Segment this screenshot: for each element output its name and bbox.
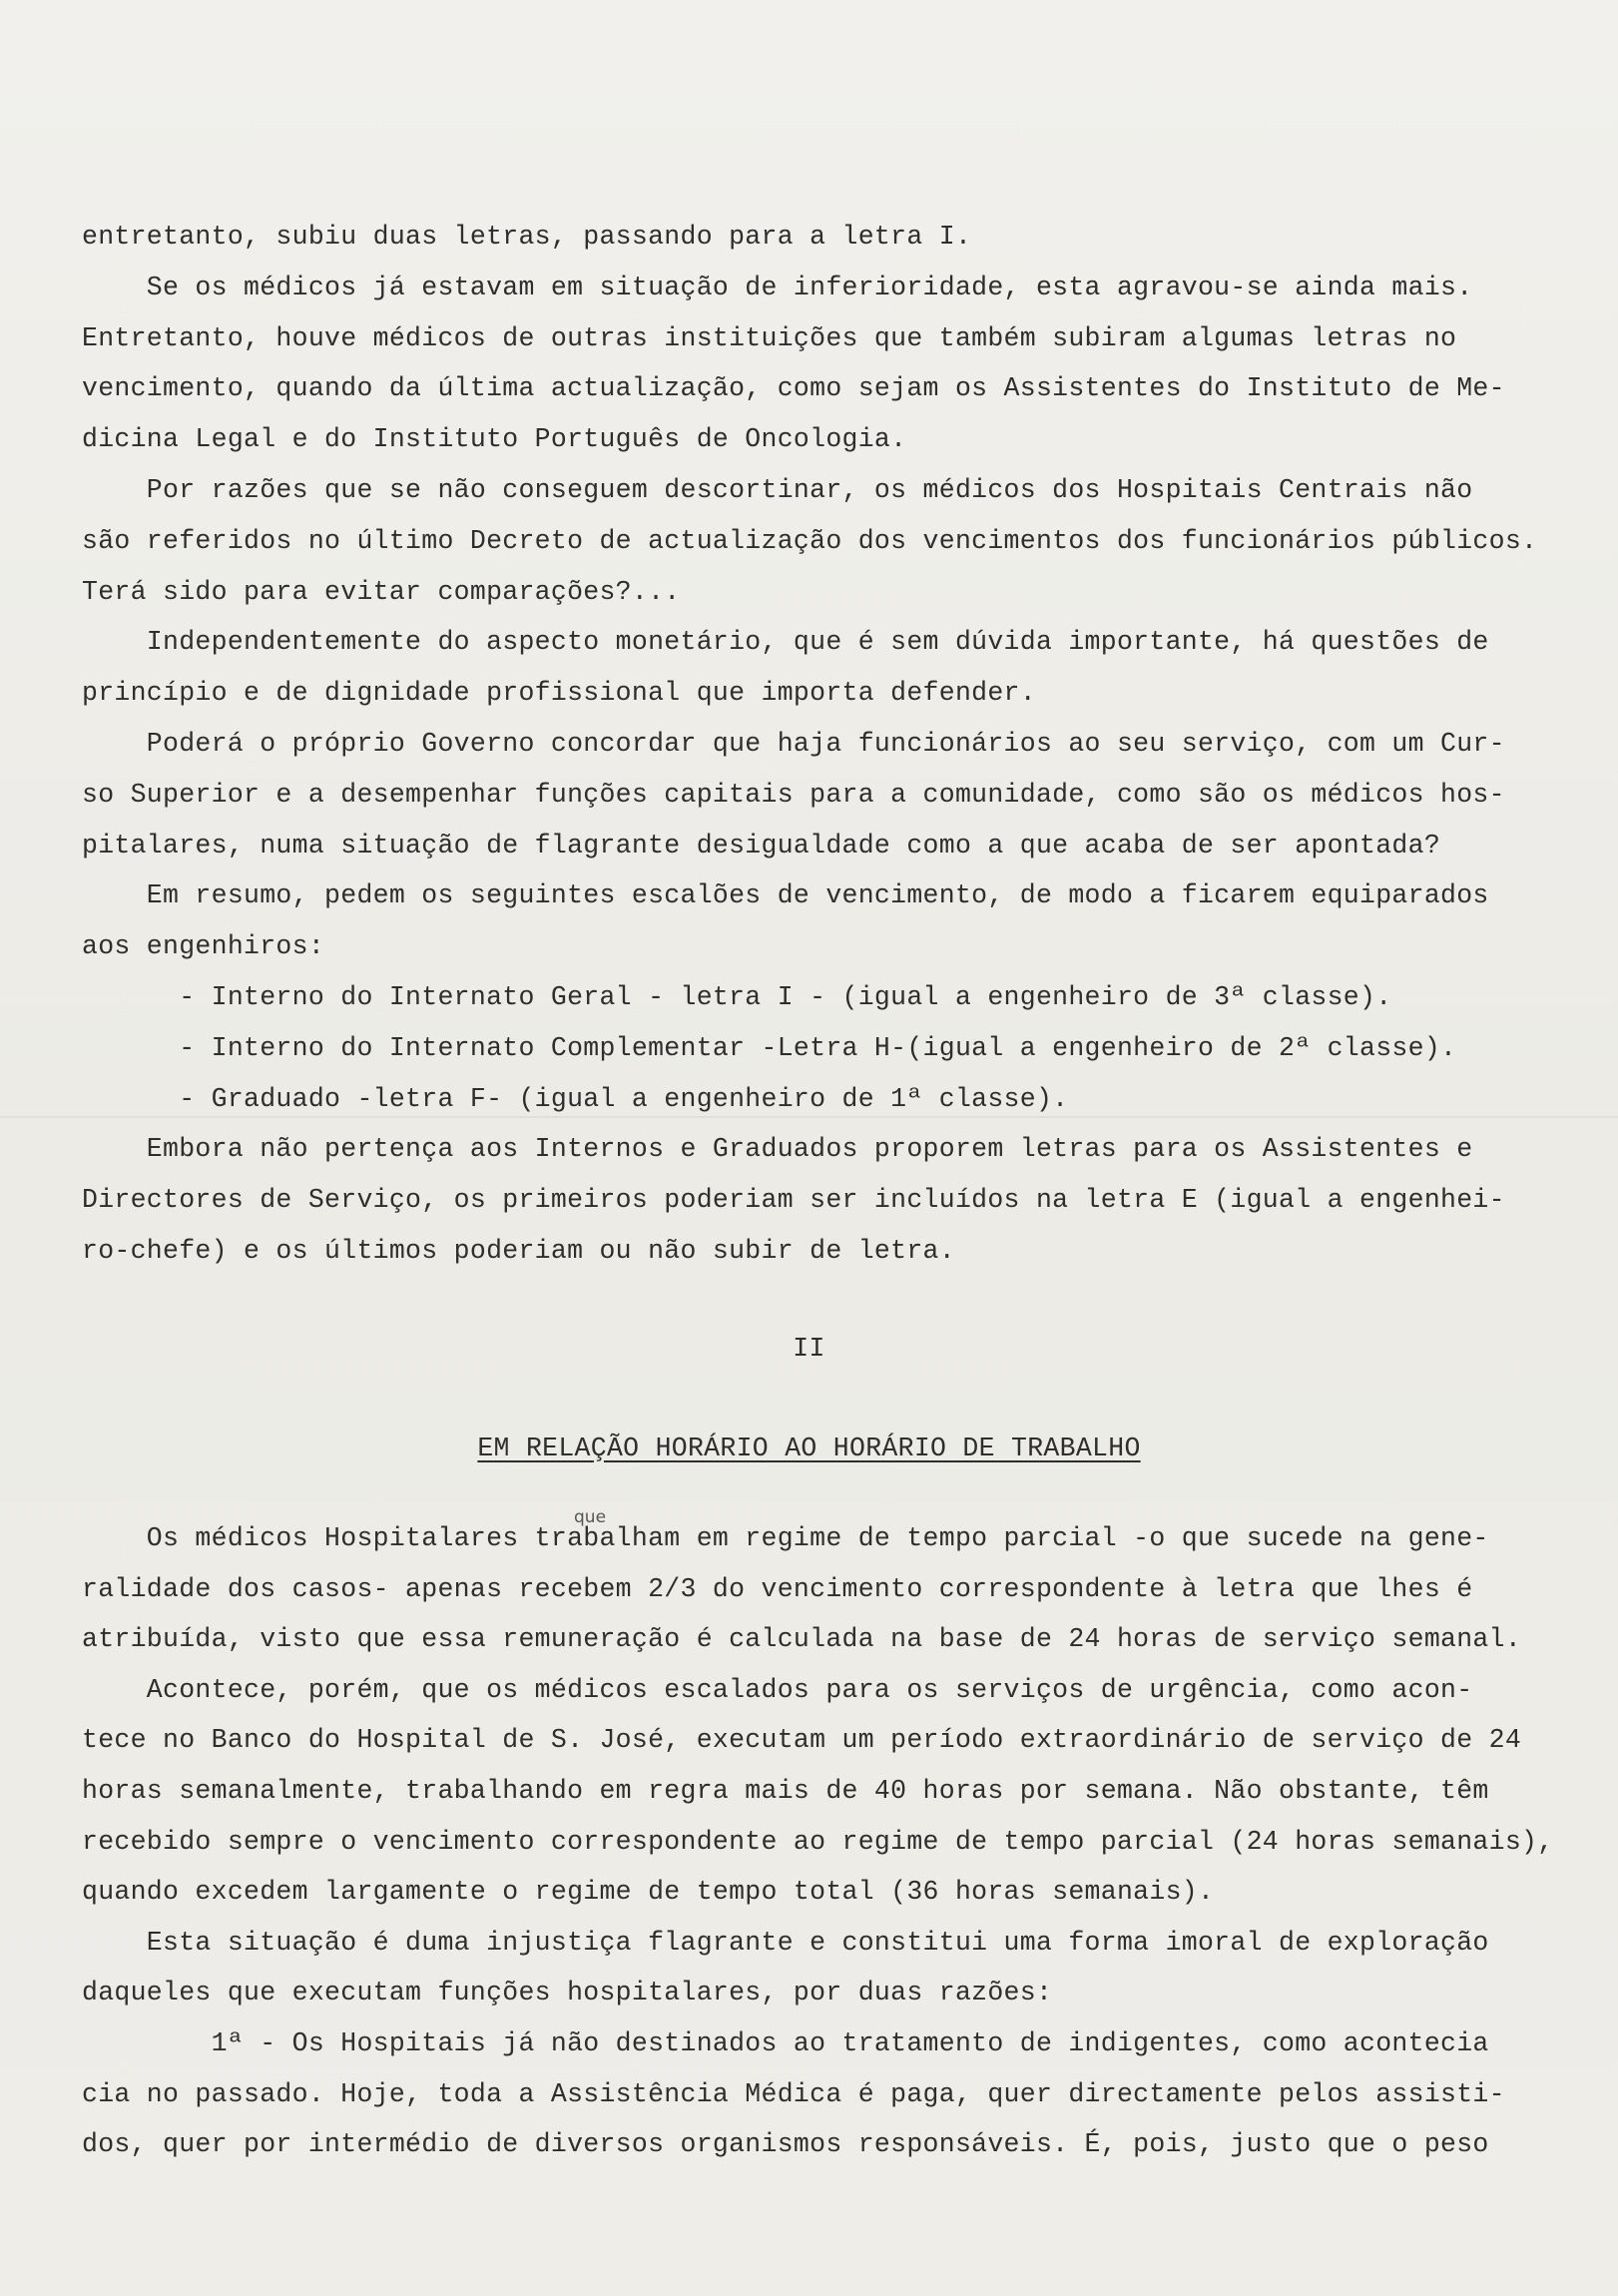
text-line: pitalares, numa situação de flagrante desigualdade como a que acaba de ser apontada? [82, 830, 1441, 861]
text-line: Esta situação é duma injustiça flagrante e constitui uma forma imoral de exploração [82, 1927, 1489, 1958]
text-line: tece no Banco do Hospital de S. José, executam um período extraordinário de serviço de 24 [82, 1725, 1522, 1756]
text-line: dos, quer por intermédio de diversos organismos responsáveis. É, pois, justo que o peso [82, 2129, 1489, 2160]
text-line: - Interno do Internato Complementar -Letra H-(igual a engenheiro de 2ª classe). [82, 1032, 1457, 1063]
text-line: daqueles que executam funções hospitalares, por duas razões: [82, 1978, 1053, 2009]
text-line: Poderá o próprio Governo concordar que haja funcionários ao seu serviço, com um Cur- [82, 729, 1505, 759]
text-line: Acontece, porém, que os médicos escalados para os serviços de urgência, como acon- [82, 1674, 1473, 1705]
text-line: Entretanto, houve médicos de outras instituições que também subiram algumas letras no [82, 322, 1457, 353]
page-fold-crease [0, 1116, 1618, 1118]
text-line: Embora não pertença aos Internos e Graduados proporem letras para os Assistentes e [82, 1134, 1473, 1165]
text-line: horas semanalmente, trabalhando em regra mais de 40 horas por semana. Não obstante, têm [82, 1776, 1489, 1806]
text-line: Por razões que se não conseguem descortinar, os médicos dos Hospitais Centrais não [82, 475, 1473, 505]
text-line: ro-chefe) e os últimos poderiam ou não subir de letra. [82, 1236, 955, 1266]
text-line: - Graduado -letra F- (igual a engenheiro de 1ª classe). [82, 1083, 1069, 1114]
text-line: 1ª - Os Hospitais já não destinados ao tratamento de indigentes, como acontecia [82, 2028, 1489, 2058]
text-line: cia no passado. Hoje, toda a Assistência Médica é paga, quer directamente pelos assisti- [82, 2078, 1505, 2109]
text-line: recebido sempre o vencimento correspondente ao regime de tempo parcial (24 horas semanais), [82, 1826, 1554, 1857]
text-line: so Superior e a desempenhar funções capitais para a comunidade, como são os médicos hos- [82, 779, 1505, 810]
text-line: ralidade dos casos- apenas recebem 2/3 do vencimento correspondente à letra que lhes é [82, 1573, 1473, 1604]
section-number: II [793, 1334, 825, 1364]
interlinear-note: que [574, 1507, 607, 1527]
text-line: Os médicos Hospitalares trabalham em regime de tempo parcial -o que sucede na gene- [82, 1523, 1489, 1553]
text-line: atribuída, visto que essa remuneração é calculada na base de 24 horas de serviço semanal. [82, 1624, 1522, 1655]
text-line: Independentemente do aspecto monetário, que é sem dúvida importante, há questões de [82, 627, 1489, 658]
text-line: Terá sido para evitar comparações?... [82, 576, 681, 607]
text-line: aos engenhiros: [82, 931, 325, 962]
text-line: Em resumo, pedem os seguintes escalões de vencimento, de modo a ficarem equiparados [82, 880, 1489, 911]
text-line: vencimento, quando da última actualização, como sejam os Assistentes do Instituto de Me- [82, 373, 1505, 404]
text-line: entretanto, subiu duas letras, passando para a letra I. [82, 222, 972, 252]
text-line: dicina Legal e do Instituto Português de Oncologia. [82, 424, 907, 455]
text-line: Directores de Serviço, os primeiros poderiam ser incluídos na letra E (igual a engenhei- [82, 1185, 1505, 1216]
text-line: - Interno do Internato Geral - letra I - (igual a engenheiro de 3ª classe). [82, 982, 1392, 1012]
text-line: Se os médicos já estavam em situação de inferioridade, esta agravou-se ainda mais. [82, 272, 1473, 302]
text-line: são referidos no último Decreto de actualização dos vencimentos dos funcionários públicos. [82, 525, 1538, 556]
text-line: quando excedem largamente o regime de tempo total (36 horas semanais). [82, 1877, 1215, 1908]
section-title: EM RELAÇÃO HORÁRIO AO HORÁRIO DE TRABALHO [477, 1434, 1141, 1463]
text-line: princípio e de dignidade profissional que importa defender. [82, 678, 1036, 709]
